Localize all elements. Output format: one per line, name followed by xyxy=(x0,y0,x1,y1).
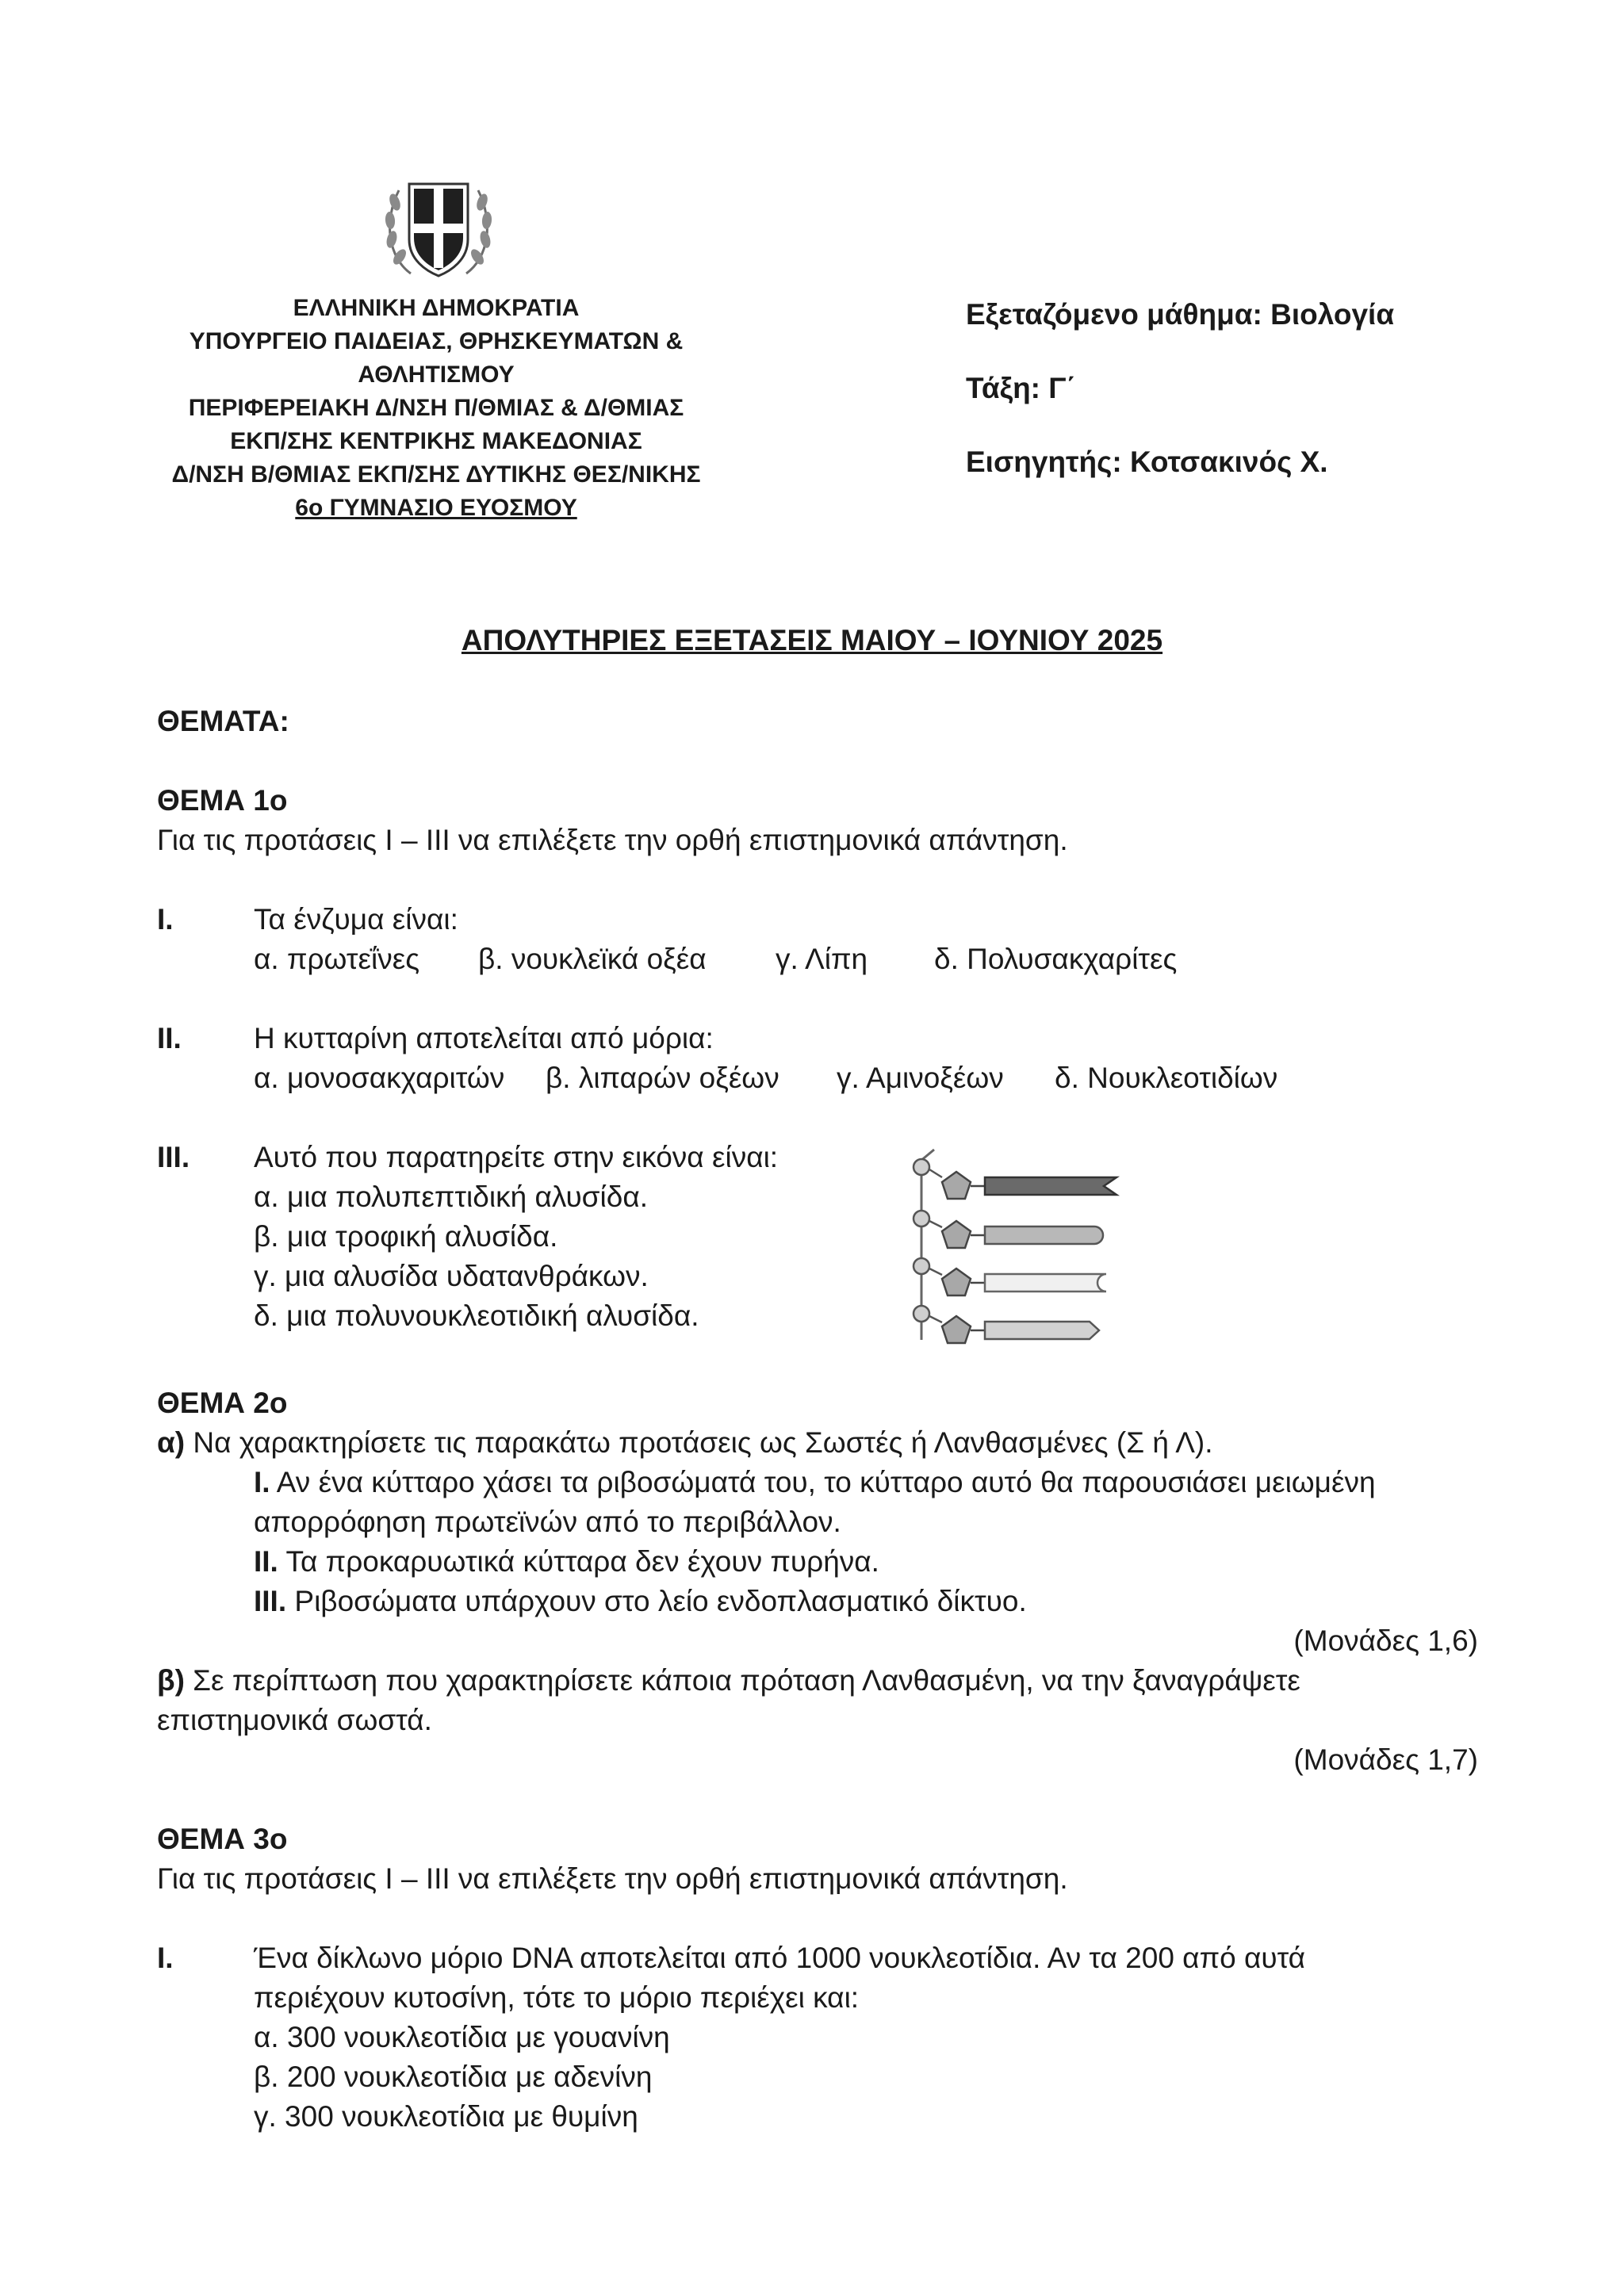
theme1-q1-option-b: β. νουκλεϊκά οξέα xyxy=(478,943,707,975)
themata-label: ΘΕΜΑΤΑ: xyxy=(157,705,289,737)
header-regional-line2: ΕΚΠ/ΣΗΣ ΚΕΝΤΡΙΚΗΣ ΜΑΚΕΔΟΝΙΑΣ xyxy=(230,428,642,454)
theme2-heading: ΘΕΜΑ 2ο xyxy=(157,1387,288,1419)
theme1-q3-option-a: α. μια πολυπεπτιδική αλυσίδα. xyxy=(254,1181,649,1213)
phosphate-circle xyxy=(914,1306,929,1322)
theme2-statement-3 xyxy=(254,1582,1027,1621)
theme1-q3-option-c: γ. μια αλυσίδα υδατανθράκων. xyxy=(254,1260,649,1292)
exam-class: Τάξη: Γ΄ xyxy=(966,372,1076,404)
header-regional-line1: ΠΕΡΙΦΕΡΕΙΑΚΗ Δ/ΝΣΗ Π/ΘΜΙΑΣ & Δ/ΘΜΙΑΣ xyxy=(188,395,684,421)
nucleotide-chain-figure xyxy=(904,1142,1126,1372)
theme2-marks-b: (Μονάδες 1,7) xyxy=(1293,1743,1478,1776)
header-ministry-line2: ΑΘΛΗΤΙΣΜΟΥ xyxy=(358,362,515,388)
theme3-q1-option-b: β. 200 νουκλεοτίδια με αδενίνη xyxy=(254,2061,653,2093)
theme2-s1-text-cont: απορρόφηση πρωτεϊνών από το περιβάλλον. xyxy=(254,1506,841,1538)
theme1-q1-option-c: γ. Λίπη xyxy=(776,943,868,975)
theme2-part-a xyxy=(157,1423,1213,1463)
theme2-statement-2 xyxy=(254,1542,879,1582)
theme2-part-a-label: α) xyxy=(157,1426,186,1459)
coat-of-arms-emblem xyxy=(379,166,498,285)
phosphate-circle xyxy=(914,1211,929,1226)
theme1-q3-option-d: δ. μια πολυνουκλεοτιδική αλυσίδα. xyxy=(254,1299,699,1332)
header-country: ΕΛΛΗΝΙΚΗ ΔΗΜΟΚΡΑΤΙΑ xyxy=(293,295,580,321)
theme3-heading: ΘΕΜΑ 3ο xyxy=(157,1823,288,1855)
theme2-part-b xyxy=(157,1661,1300,1701)
header-ministry-line1: ΥΠΟΥΡΓΕΙΟ ΠΑΙΔΕΙΑΣ, ΘΡΗΣΚΕΥΜΑΤΩΝ & xyxy=(189,328,684,354)
theme2-s1-number: Ι. xyxy=(254,1466,270,1498)
theme2-s3-number: ΙΙΙ. xyxy=(254,1585,287,1617)
theme1-q2-option-d: δ. Νουκλεοτιδίων xyxy=(1055,1062,1278,1094)
theme3-instruction: Για τις προτάσεις Ι – ΙΙΙ να επιλέξετε την ορθή επιστημονικά απάντηση. xyxy=(157,1862,1068,1895)
theme1-q2-option-c: γ. Αμινοξέων xyxy=(837,1062,1004,1094)
theme2-statement-1 xyxy=(254,1463,1376,1502)
theme1-q2-text: Η κυτταρίνη αποτελείται από μόρια: xyxy=(254,1022,714,1054)
theme3-q1-number: Ι. xyxy=(157,1942,174,1974)
theme3-q1-option-c: γ. 300 νουκλεοτίδια με θυμίνη xyxy=(254,2100,638,2133)
header-left-block xyxy=(143,292,730,525)
theme2-part-a-text: Να χαρακτηρίσετε τις παρακάτω προτάσεις ως Σωστές ή Λανθασμένες (Σ ή Λ). xyxy=(185,1426,1213,1459)
phosphate-circle xyxy=(914,1159,929,1175)
phosphate-circle xyxy=(914,1258,929,1274)
theme1-q3-number: ΙΙΙ. xyxy=(157,1141,190,1173)
theme1-instruction: Για τις προτάσεις Ι – ΙΙΙ να επιλέξετε την ορθή επιστημονικά απάντηση. xyxy=(157,824,1068,856)
base-arrow-shape xyxy=(985,1322,1099,1339)
theme3-q1-text: Ένα δίκλωνο μόριο DNA αποτελείται από 1000 νουκλεοτίδια. Αν τα 200 από αυτά xyxy=(254,1942,1306,1974)
theme1-q3-text: Αυτό που παρατηρείτε στην εικόνα είναι: xyxy=(254,1141,779,1173)
theme1-q1-option-d: δ. Πολυσακχαρίτες xyxy=(934,943,1178,975)
theme1-q3-option-b: β. μια τροφική αλυσίδα. xyxy=(254,1220,558,1253)
base-notched-shape xyxy=(985,1274,1106,1292)
theme2-s2-text: Τα προκαρυωτικά κύτταρα δεν έχουν πυρήνα. xyxy=(278,1545,879,1578)
header-school: 6ο ΓΥΜΝΑΣΙΟ ΕΥΟΣΜΟΥ xyxy=(295,495,577,521)
theme2-marks-a: (Μονάδες 1,6) xyxy=(1293,1624,1478,1657)
theme2-part-b-text-cont: επιστημονικά σωστά. xyxy=(157,1704,432,1736)
exam-title: ΑΠΟΛΥΤΗΡΙΕΣ ΕΞΕΤΑΣΕΙΣ ΜΑΙΟΥ – ΙΟΥΝΙΟΥ 2025 xyxy=(461,624,1163,656)
sugar-pentagon xyxy=(942,1221,971,1248)
theme2-s3-text: Ριβοσώματα υπάρχουν στο λείο ενδοπλασματικό δίκτυο. xyxy=(286,1585,1027,1617)
theme3-q1-text-cont: περιέχουν κυτοσίνη, τότε το μόριο περιέχει και: xyxy=(254,1981,860,2014)
sugar-pentagon xyxy=(942,1316,971,1343)
base-flag-shape xyxy=(985,1177,1116,1195)
base-rounded-shape xyxy=(985,1226,1103,1244)
theme1-q1-number: Ι. xyxy=(157,903,174,936)
sugar-pentagon xyxy=(942,1269,971,1295)
theme1-q1-text: Τα ένζυμα είναι: xyxy=(254,903,458,936)
theme1-q1-option-a: α. πρωτεΐνες xyxy=(254,943,420,975)
theme1-q2-number: ΙΙ. xyxy=(157,1022,182,1054)
header-directorate: Δ/ΝΣΗ Β/ΘΜΙΑΣ ΕΚΠ/ΣΗΣ ΔΥΤΙΚΗΣ ΘΕΣ/ΝΙΚΗΣ xyxy=(171,461,701,488)
theme2-part-b-label: β) xyxy=(157,1664,185,1697)
theme2-s1-text: Αν ένα κύτταρο χάσει τα ριβοσώματά του, το κύτταρο αυτό θα παρουσιάσει μειωμένη xyxy=(270,1466,1376,1498)
theme2-s2-number: ΙΙ. xyxy=(254,1545,278,1578)
theme3-q1-option-a: α. 300 νουκλεοτίδια με γουανίνη xyxy=(254,2021,670,2053)
theme1-heading: ΘΕΜΑ 1ο xyxy=(157,784,288,817)
sugar-pentagon xyxy=(942,1172,971,1199)
theme1-q2-option-b: β. λιπαρών οξέων xyxy=(546,1062,779,1094)
exam-teacher: Εισηγητής: Κοτσακινός Χ. xyxy=(966,446,1328,478)
exam-subject: Εξεταζόμενο μάθημα: Βιολογία xyxy=(966,298,1395,331)
theme1-q2-option-a: α. μονοσακχαριτών xyxy=(254,1062,505,1094)
theme2-part-b-text: Σε περίπτωση που χαρακτηρίσετε κάποια πρόταση Λανθασμένη, να την ξαναγράψετε xyxy=(184,1664,1300,1697)
